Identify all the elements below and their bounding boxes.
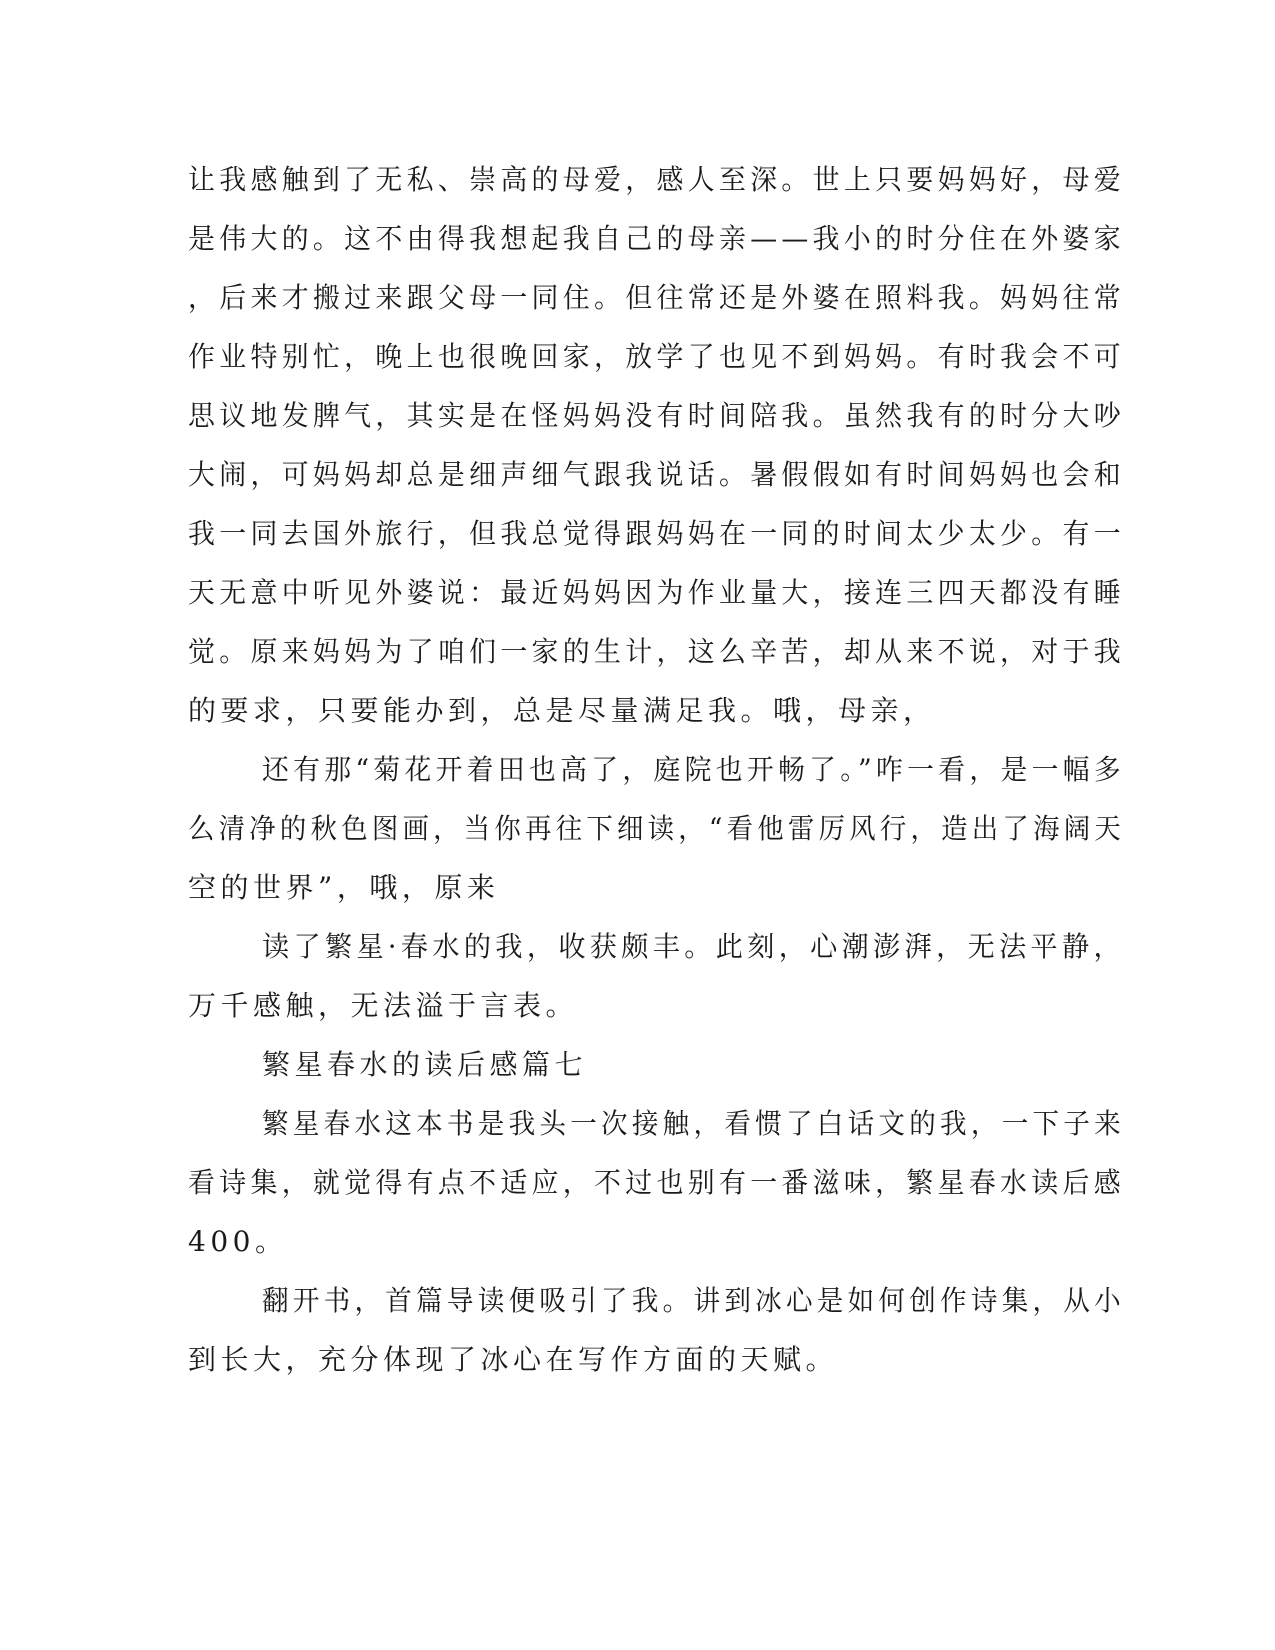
- text-line: [0, 1104, 1275, 1144]
- text-line: [0, 1340, 1275, 1380]
- text-line: [0, 219, 1275, 259]
- line-text: 觉。原来妈妈为了咱们一家的生计，这么辛苦，却从来不说，对于我: [188, 635, 1125, 668]
- text-line: [0, 455, 1275, 495]
- line-text: 是伟大的。这不由得我想起我自己的母亲——我小的时分住在外婆家: [188, 222, 1125, 255]
- text-line: [0, 809, 1275, 849]
- text-line: [0, 278, 1275, 318]
- text-line: [0, 986, 1275, 1026]
- heading-text: 繁星春水的读后感篇七: [262, 1048, 588, 1081]
- text-line: [0, 1222, 1275, 1262]
- text-line: [0, 632, 1275, 672]
- text-line: [0, 868, 1275, 908]
- text-line: [0, 927, 1275, 967]
- text-line: [0, 750, 1275, 790]
- line-text: 看诗集，就觉得有点不适应，不过也别有一番滋味，繁星春水读后感: [188, 1166, 1125, 1199]
- text-line: [0, 160, 1275, 200]
- text-line: [0, 337, 1275, 377]
- line-text: 还有那“菊花开着田也高了，庭院也开畅了。”咋一看，是一幅多: [262, 753, 1125, 786]
- line-text: 我一同去国外旅行，但我总觉得跟妈妈在一同的时间太少太少。有一: [188, 517, 1125, 550]
- line-text: 翻开书，首篇导读便吸引了我。讲到冰心是如何创作诗集，从小: [262, 1284, 1125, 1317]
- text-line: [0, 1163, 1275, 1203]
- line-text: 么清净的秋色图画，当你再往下细读，“看他雷厉风行，造出了海阔天: [188, 812, 1125, 845]
- line-text: 作业特别忙，晚上也很晚回家，放学了也见不到妈妈。有时我会不可: [188, 340, 1125, 373]
- line-text: 空的世界”，哦，原来: [188, 871, 500, 904]
- line-text: 繁星春水这本书是我头一次接触，看惯了白话文的我，一下子来: [262, 1107, 1125, 1140]
- line-text: 天无意中听见外婆说：最近妈妈因为作业量大，接连三四天都没有睡: [188, 576, 1125, 609]
- text-line: [0, 691, 1275, 731]
- line-text: 的要求，只要能办到，总是尽量满足我。哦，母亲，: [188, 694, 936, 727]
- line-text: 到长大，充分体现了冰心在写作方面的天赋。: [188, 1343, 839, 1376]
- line-text: 让我感触到了无私、崇高的母爱，感人至深。世上只要妈妈好，母爱: [188, 163, 1125, 196]
- text-line: [0, 396, 1275, 436]
- line-text: 大闹，可妈妈却总是细声细气跟我说话。暑假假如有时间妈妈也会和: [188, 458, 1125, 491]
- line-text: 思议地发脾气，其实是在怪妈妈没有时间陪我。虽然我有的时分大吵: [188, 399, 1125, 432]
- text-line: [0, 514, 1275, 554]
- line-text: 400。: [188, 1225, 288, 1258]
- section-heading: [0, 1045, 1275, 1085]
- text-line: [0, 1281, 1275, 1321]
- line-text: ，后来才搬过来跟父母一同住。但往常还是外婆在照料我。妈妈往常: [188, 281, 1125, 314]
- text-line: [0, 573, 1275, 613]
- line-text: 读了繁星·春水的我，收获颇丰。此刻，心潮澎湃，无法平静，: [262, 930, 1125, 963]
- line-text: 万千感触，无法溢于言表。: [188, 989, 579, 1022]
